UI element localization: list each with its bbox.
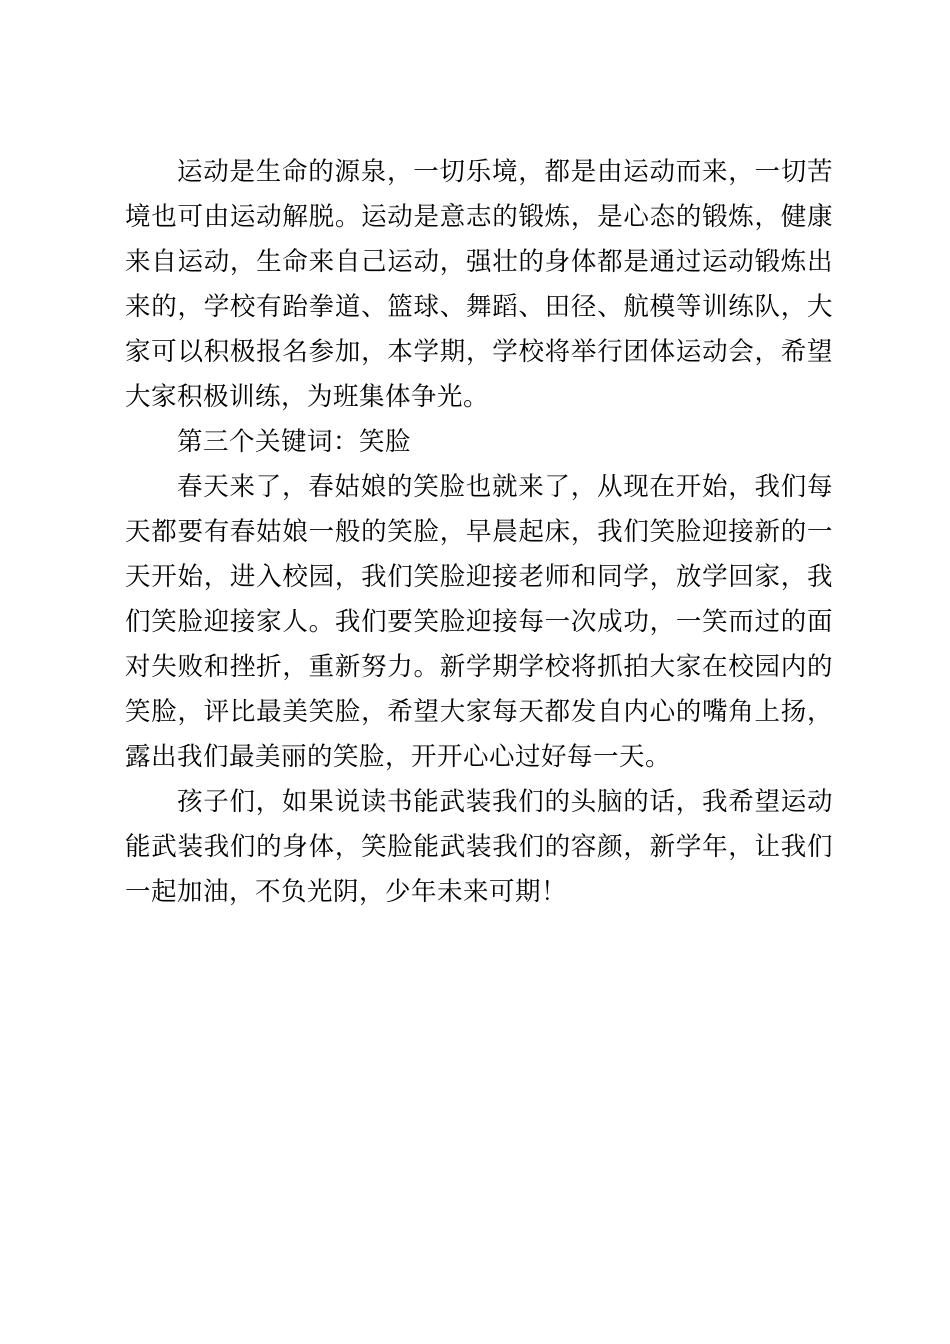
document-body <box>125 150 833 915</box>
paragraph-closing: 孩子们，如果说读书能武装我们的头脑的话，我希望运动能武装我们的身体，笑脸能武装我们的容颜，新学年，让我们一起加油，不负光阴，少年未来可期！ <box>125 787 833 907</box>
paragraph-smile: 春天来了，春姑娘的笑脸也就来了，从现在开始，我们每天都要有春姑娘一般的笑脸，早晨起床，我们笑脸迎接新的一天开始，进入校园，我们笑脸迎接老师和同学，放学回家，我们笑脸迎接家人。我们要笑脸迎接每一次成功，一笑而过的面对失败和挫折，重新努力。新学期学校将抓拍大家在校园内的笑脸，评比最美笑脸，希望大家每天都发自内心的嘴角上扬，露出我们最美丽的笑脸，开开心心过好每一天。 <box>125 472 833 772</box>
paragraph-exercise: 运动是生命的源泉，一切乐境，都是由运动而来，一切苦境也可由运动解脱。运动是意志的锻炼，是心态的锻炼，健康来自运动，生命来自己运动，强壮的身体都是通过运动锻炼出来的，学校有跆拳道、篮球、舞蹈、田径、航模等训练队，大家可以积极报名参加，本学期，学校将举行团体运动会，希望大家积极训练，为班集体争光。 <box>125 157 833 412</box>
section-heading-smile: 第三个关键词：笑脸 <box>177 427 412 457</box>
